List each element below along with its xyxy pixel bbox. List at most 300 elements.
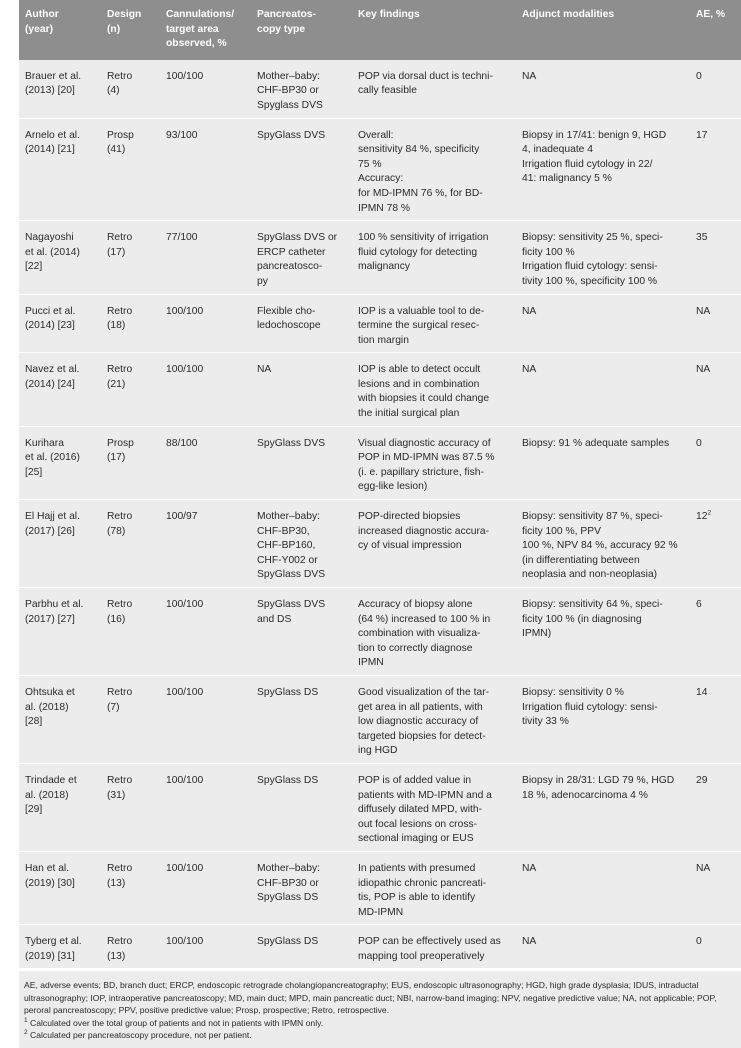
cell-line: Biopsy: 91 % adequate samples [522, 437, 670, 449]
cell-author [19, 294, 101, 353]
cell-line: Retro [107, 936, 133, 948]
ae-value: 17 [696, 129, 708, 141]
cell-line: 100/100 [166, 686, 204, 698]
cell-line: termine the surgical resec- [358, 320, 480, 332]
cell-line: ficity 100 % (in diagnosing [522, 613, 642, 625]
cell-line: SpyGlass DS [257, 892, 319, 904]
cell-type [251, 763, 352, 851]
cell-line: out focal lesions on cross- [358, 818, 478, 830]
cell-line: Biopsy: sensitivity 64 %, speci- [522, 599, 663, 610]
cell-adjunct [516, 675, 690, 763]
cell-line: Biopsy in 28/31: LGD 79 %, HGD [522, 774, 675, 786]
cell-line: ficity 100 % [522, 246, 575, 258]
cell-ae [690, 763, 741, 851]
cell-findings [352, 353, 516, 426]
cell-line: SpyGlass DS [257, 686, 319, 698]
header-design [101, 0, 160, 60]
header-ae [690, 0, 741, 60]
cell-line: NA [522, 364, 537, 376]
cell-author [19, 221, 101, 294]
cell-line: 100/100 [166, 774, 204, 786]
cell-type [251, 353, 352, 426]
cell-line: Retro [107, 232, 133, 244]
cell-line: idiopathic chronic pancreati- [358, 877, 487, 889]
ae-value: 0 [696, 437, 702, 449]
cell-type [251, 426, 352, 499]
cell-line: CHF-BP160, [257, 540, 316, 552]
cell-line: 100/100 [166, 936, 204, 948]
table-row [19, 60, 741, 118]
table-container [19, 0, 741, 1048]
cell-ae [690, 353, 741, 426]
cell-line: pancreatosco- [257, 261, 323, 273]
cell-author [19, 763, 101, 851]
cell-adjunct [516, 426, 690, 499]
cell-line: al. (2018) [25, 701, 69, 713]
cell-design [101, 60, 160, 118]
cell-findings [352, 851, 516, 924]
cell-line: malignancy [358, 261, 411, 273]
cell-line: (4) [107, 85, 120, 97]
cell-line: (2014) [23] [25, 320, 75, 332]
cell-cannulation [160, 426, 251, 499]
cell-line: NA [522, 305, 537, 317]
cell-line: 77/100 [166, 232, 198, 244]
cell-author [19, 925, 101, 969]
cell-line: Brauer et al. [25, 70, 82, 82]
cell-line: and DS [257, 613, 292, 625]
cell-design [101, 588, 160, 676]
pancreatoscopy-studies-table [19, 0, 741, 969]
header-line: Design [107, 9, 142, 20]
cell-type [251, 925, 352, 969]
cell-design [101, 675, 160, 763]
cell-adjunct [516, 221, 690, 294]
header-key-findings [352, 0, 516, 60]
cell-line: Retro [107, 862, 133, 874]
cell-type [251, 294, 352, 353]
cell-line: Retro [107, 511, 133, 523]
cell-adjunct [516, 60, 690, 118]
header-line: Cannulations/ [166, 9, 235, 20]
cell-line: (2017) [27] [25, 613, 75, 625]
cell-line: Pucci et al. [25, 305, 76, 317]
cell-line: 4, inadequate 4 [522, 144, 593, 156]
cell-line: sectional imaging or EUS [358, 833, 474, 845]
cell-line: 100/100 [166, 862, 204, 874]
header-line: AE, % [696, 9, 726, 20]
cell-ae [690, 925, 741, 969]
cell-line: (2017) [26] [25, 525, 75, 537]
cell-line: diffusely dilated MPD, with- [358, 804, 482, 816]
cell-adjunct [516, 851, 690, 924]
cell-cannulation [160, 118, 251, 221]
table-row [19, 118, 741, 221]
cell-line: (7) [107, 701, 120, 713]
ae-value: NA [696, 305, 711, 317]
cell-line: tion margin [358, 334, 409, 346]
cell-adjunct [516, 763, 690, 851]
ae-value: 14 [696, 686, 708, 698]
cell-line: (17) [107, 452, 126, 464]
cell-line: 18 %, adenocarcinoma 4 % [522, 789, 648, 801]
cell-line: Biopsy: sensitivity 25 %, speci- [522, 232, 663, 244]
table-row [19, 851, 741, 924]
cell-line: Han et al. [25, 862, 70, 874]
cell-findings [352, 763, 516, 851]
cell-line: 100 % sensitivity of irrigation [358, 232, 489, 244]
cell-type [251, 675, 352, 763]
cell-line: sensitivity 84 %, specificity [358, 144, 480, 156]
cell-line: Irrigation fluid cytology in 22/ [522, 158, 653, 170]
table-row [19, 221, 741, 294]
cell-line: CHF-Y002 or [257, 554, 318, 566]
cell-line: Prosp [107, 129, 134, 141]
table-row [19, 675, 741, 763]
cell-line: SpyGlass DVS or [257, 232, 338, 244]
cell-author [19, 675, 101, 763]
cell-author [19, 60, 101, 118]
cell-line: POP in MD-IPMN was 87.5 % [358, 452, 495, 464]
table-footnotes [19, 971, 741, 1047]
cell-line: py [257, 275, 268, 287]
cell-cannulation [160, 925, 251, 969]
ae-value: 0 [696, 936, 702, 948]
cell-adjunct [516, 353, 690, 426]
cell-findings [352, 426, 516, 499]
header-row [19, 0, 741, 60]
cell-adjunct [516, 118, 690, 221]
cell-line: (2019) [31] [25, 950, 75, 962]
cell-line: get area in all patients, with [358, 701, 483, 713]
cell-line: 88/100 [166, 437, 198, 449]
cell-line: NA [522, 70, 537, 82]
cell-line: IPMN [358, 657, 384, 669]
ae-footnote-mark: 2 [707, 509, 712, 517]
cell-line: NA [522, 936, 537, 948]
cell-line: Irrigation fluid cytology: sensi- [522, 261, 658, 273]
header-line: Pancreatos- [257, 9, 316, 20]
cell-line: Nagayoshi [25, 232, 74, 244]
cell-cannulation [160, 588, 251, 676]
cell-line: ledochoscope [257, 320, 321, 332]
cell-cannulation [160, 851, 251, 924]
cell-line: 100/100 [166, 305, 204, 317]
cell-line: Parbhu et al. [25, 599, 84, 610]
cell-design [101, 426, 160, 499]
cell-ae [690, 294, 741, 353]
header-pancreatoscopy-type [251, 0, 352, 60]
cell-line: CHF-BP30 or [257, 85, 319, 97]
footnote-1-text: Calculated over the total group of patients and not in patients with IPMN only. [30, 1017, 324, 1028]
cell-line: SpyGlass DS [257, 936, 319, 948]
cell-line: Flexible cho- [257, 305, 316, 317]
cell-line: In patients with presumed [358, 862, 476, 874]
cell-line: CHF-BP30, [257, 525, 310, 537]
cell-line: SpyGlass DVS [257, 569, 326, 581]
header-line: (year) [25, 23, 54, 35]
table-header [19, 0, 741, 60]
cell-line: tivity 100 %, specificity 100 % [522, 275, 658, 287]
cell-design [101, 118, 160, 221]
cell-line: cally feasible [358, 85, 417, 97]
header-author [19, 0, 101, 60]
table-row [19, 500, 741, 588]
cell-design [101, 763, 160, 851]
footnote-2 [24, 1029, 736, 1041]
cell-line: Kurihara [25, 437, 64, 449]
cell-findings [352, 675, 516, 763]
cell-line: Biopsy in 17/41: benign 9, HGD [522, 129, 667, 141]
cell-author [19, 118, 101, 221]
cell-type [251, 60, 352, 118]
cell-line: POP is of added value in [358, 774, 472, 786]
cell-line: IPMN 78 % [358, 202, 411, 214]
cell-author [19, 353, 101, 426]
cell-line: et al. (2016) [25, 452, 80, 464]
cell-line: SpyGlass DVS [257, 129, 326, 141]
cell-line: Prosp [107, 437, 134, 449]
cell-adjunct [516, 500, 690, 588]
cell-ae [690, 675, 741, 763]
cell-cannulation [160, 221, 251, 294]
header-line: copy type [257, 23, 306, 35]
cell-cannulation [160, 675, 251, 763]
cell-design [101, 221, 160, 294]
cell-line: Retro [107, 686, 133, 698]
cell-ae [690, 851, 741, 924]
cell-line: Accuracy: [358, 173, 404, 185]
cell-line: Retro [107, 305, 133, 317]
cell-line: [28] [25, 716, 43, 728]
ae-value: 0 [696, 70, 702, 82]
cell-ae [690, 426, 741, 499]
cell-line: CHF-BP30 or [257, 877, 319, 889]
cell-line: patients with MD-IPMN and a [358, 789, 492, 801]
cell-line: (16) [107, 613, 126, 625]
cell-line: Retro [107, 774, 133, 786]
cell-design [101, 925, 160, 969]
cell-line: neoplasia and non-neoplasia) [522, 569, 658, 581]
cell-line: 93/100 [166, 129, 198, 141]
cell-line: 100/100 [166, 70, 204, 82]
cell-line: (i. e. papillary stricture, fish- [358, 466, 484, 478]
cell-line: Retro [107, 70, 133, 82]
cell-design [101, 353, 160, 426]
header-line: target area [166, 23, 219, 35]
cell-cannulation [160, 60, 251, 118]
cell-line: Spyglass DVS [257, 99, 323, 111]
cell-line: cy of visual impression [358, 540, 462, 552]
header-line: Adjunct modalities [522, 9, 615, 20]
ae-value: 29 [696, 774, 708, 786]
cell-cannulation [160, 353, 251, 426]
cell-line: combination with visualiza- [358, 628, 481, 640]
cell-line: (2014) [21] [25, 144, 75, 156]
cell-line: tivity 33 % [522, 716, 569, 728]
table-row [19, 294, 741, 353]
cell-line: SpyGlass DVS [257, 437, 326, 449]
cell-line: Retro [107, 364, 133, 376]
cell-line: Mother–baby: [257, 511, 320, 523]
cell-line: low diagnostic accuracy of [358, 716, 479, 728]
cell-line: Irrigation fluid cytology: sensi- [522, 701, 658, 713]
ae-value: 6 [696, 599, 702, 610]
cell-line: increased diagnostic accura- [358, 525, 490, 537]
cell-line: NA [257, 364, 272, 376]
ae-value: NA [696, 862, 711, 874]
cell-findings [352, 60, 516, 118]
cell-type [251, 500, 352, 588]
cell-ae [690, 118, 741, 221]
header-line: observed, % [166, 38, 227, 50]
header-adjunct-modalities [516, 0, 690, 60]
cell-line: (41) [107, 144, 126, 156]
footnote-2-text: Calculated per pancreatoscopy procedure, not per patient. [30, 1030, 252, 1041]
cell-author [19, 851, 101, 924]
cell-line: (64 %) increased to 100 % in [358, 613, 491, 625]
cell-line: 100/100 [166, 599, 204, 610]
table-body [19, 60, 741, 969]
cell-line: SpyGlass DS [257, 774, 319, 786]
cell-findings [352, 294, 516, 353]
cell-design [101, 851, 160, 924]
cell-line: ficity 100 %, PPV [522, 525, 601, 537]
cell-line: ing HGD [358, 745, 398, 757]
table-row [19, 925, 741, 969]
cell-ae [690, 60, 741, 118]
cell-line: (13) [107, 950, 126, 962]
cell-line: Accuracy of biopsy alone [358, 599, 473, 610]
cell-line: (2019) [30] [25, 877, 75, 889]
header-line: Key findings [358, 9, 420, 20]
table-row [19, 763, 741, 851]
cell-line: [22] [25, 261, 43, 273]
cell-line: (2014) [24] [25, 378, 75, 390]
cell-line: Visual diagnostic accuracy of [358, 437, 491, 449]
cell-findings [352, 925, 516, 969]
cell-findings [352, 588, 516, 676]
cell-line: (17) [107, 246, 126, 258]
cell-line: Mother–baby: [257, 862, 320, 874]
header-line: Author [25, 9, 59, 20]
cell-line: lesions and in combination [358, 378, 480, 390]
cell-ae [690, 500, 741, 588]
cell-design [101, 294, 160, 353]
cell-line: (in differentiating between [522, 554, 640, 566]
cell-cannulation [160, 763, 251, 851]
cell-adjunct [516, 588, 690, 676]
cell-findings [352, 118, 516, 221]
cell-line: Biopsy: sensitivity 0 % [522, 686, 624, 698]
cell-line: al. (2018) [25, 789, 69, 801]
footnote-1-mark: 1 [24, 1016, 28, 1024]
cell-line: egg-like lesion) [358, 481, 428, 493]
cell-line: Retro [107, 599, 133, 610]
cell-line: [25] [25, 466, 43, 478]
cell-line: et al. (2014) [25, 246, 80, 258]
cell-line: NA [522, 862, 537, 874]
cell-line: Tyberg et al. [25, 936, 82, 948]
cell-line: Biopsy: sensitivity 87 %, speci- [522, 511, 663, 523]
cell-author [19, 426, 101, 499]
cell-line: Navez et al. [25, 364, 80, 376]
cell-line: (21) [107, 378, 126, 390]
cell-line: IOP is a valuable tool to de- [358, 305, 485, 317]
header-line: (n) [107, 23, 121, 35]
abbreviations-note: AE, adverse events; BD, branch duct; ERCP, endoscopic retrograde cholangiopancreatography; EUS, endoscopic ultrasonography; HGD, high grade dysplasia; IDUS, intraductal ultrasonography; IOP, intraoperative pancreatoscopy; MD, main duct; MPD, main pancreatic duct; NBI, narrow-band imaging; NPV, negative predictive value; NA, not applicable; POP, peroral pancreatoscopy; PPV, positive predictive value; Prosp, prospective; Retro, retrospective. [24, 980, 717, 1016]
cell-line: IOP is able to detect occult [358, 364, 481, 376]
footnote-2-mark: 2 [24, 1029, 28, 1037]
cell-type [251, 588, 352, 676]
cell-adjunct [516, 925, 690, 969]
cell-author [19, 500, 101, 588]
cell-type [251, 851, 352, 924]
table-row [19, 426, 741, 499]
ae-value: 12 [696, 511, 708, 523]
cell-line: (18) [107, 320, 126, 332]
cell-line: for MD-IPMN 76 %, for BD- [358, 187, 483, 199]
cell-type [251, 118, 352, 221]
cell-line: SpyGlass DVS [257, 599, 326, 610]
cell-design [101, 500, 160, 588]
cell-cannulation [160, 294, 251, 353]
cell-line: targeted biopsies for detect- [358, 730, 486, 742]
cell-ae [690, 588, 741, 676]
cell-line: fluid cytology for detecting [358, 246, 478, 258]
ae-value: NA [696, 364, 711, 376]
cell-ae [690, 221, 741, 294]
cell-line: IPMN) [522, 628, 552, 640]
cell-line: Trindade et [25, 774, 77, 786]
cell-line: tis, POP is able to identify [358, 892, 476, 904]
cell-adjunct [516, 294, 690, 353]
cell-author [19, 588, 101, 676]
cell-findings [352, 500, 516, 588]
table-row [19, 588, 741, 676]
cell-line: 100 %, NPV 84 %, accuracy 92 % [522, 540, 678, 552]
cell-line: Arnelo et al. [25, 129, 80, 141]
cell-line: POP via dorsal duct is techni- [358, 70, 493, 82]
cell-line: 100/97 [166, 511, 198, 523]
cell-line: tion to correctly diagnose [358, 642, 473, 654]
header-cannulations [160, 0, 251, 60]
cell-line: Ohtsuka et [25, 686, 75, 698]
cell-line: 100/100 [166, 364, 204, 376]
cell-type [251, 221, 352, 294]
cell-line: with biopsies it could change [358, 393, 490, 405]
cell-line: ERCP catheter [257, 246, 326, 258]
cell-line: MD-IPMN [358, 906, 404, 918]
footnote-1 [24, 1017, 736, 1029]
cell-line: (2013) [20] [25, 85, 75, 97]
cell-line: POP-directed biopsies [358, 511, 461, 523]
cell-line: 41: malignancy 5 % [522, 173, 612, 185]
cell-line: the initial surgical plan [358, 408, 460, 420]
cell-line: Mother–baby: [257, 70, 320, 82]
cell-cannulation [160, 500, 251, 588]
cell-findings [352, 221, 516, 294]
cell-line: El Hajj et al. [25, 511, 80, 523]
cell-line: (78) [107, 525, 126, 537]
cell-line: 75 % [358, 158, 382, 170]
table-row [19, 353, 741, 426]
cell-line: (13) [107, 877, 126, 889]
cell-line: [29] [25, 804, 43, 816]
ae-value: 35 [696, 232, 708, 244]
cell-line: Good visualization of the tar- [358, 686, 490, 698]
cell-line: Overall: [358, 129, 394, 141]
